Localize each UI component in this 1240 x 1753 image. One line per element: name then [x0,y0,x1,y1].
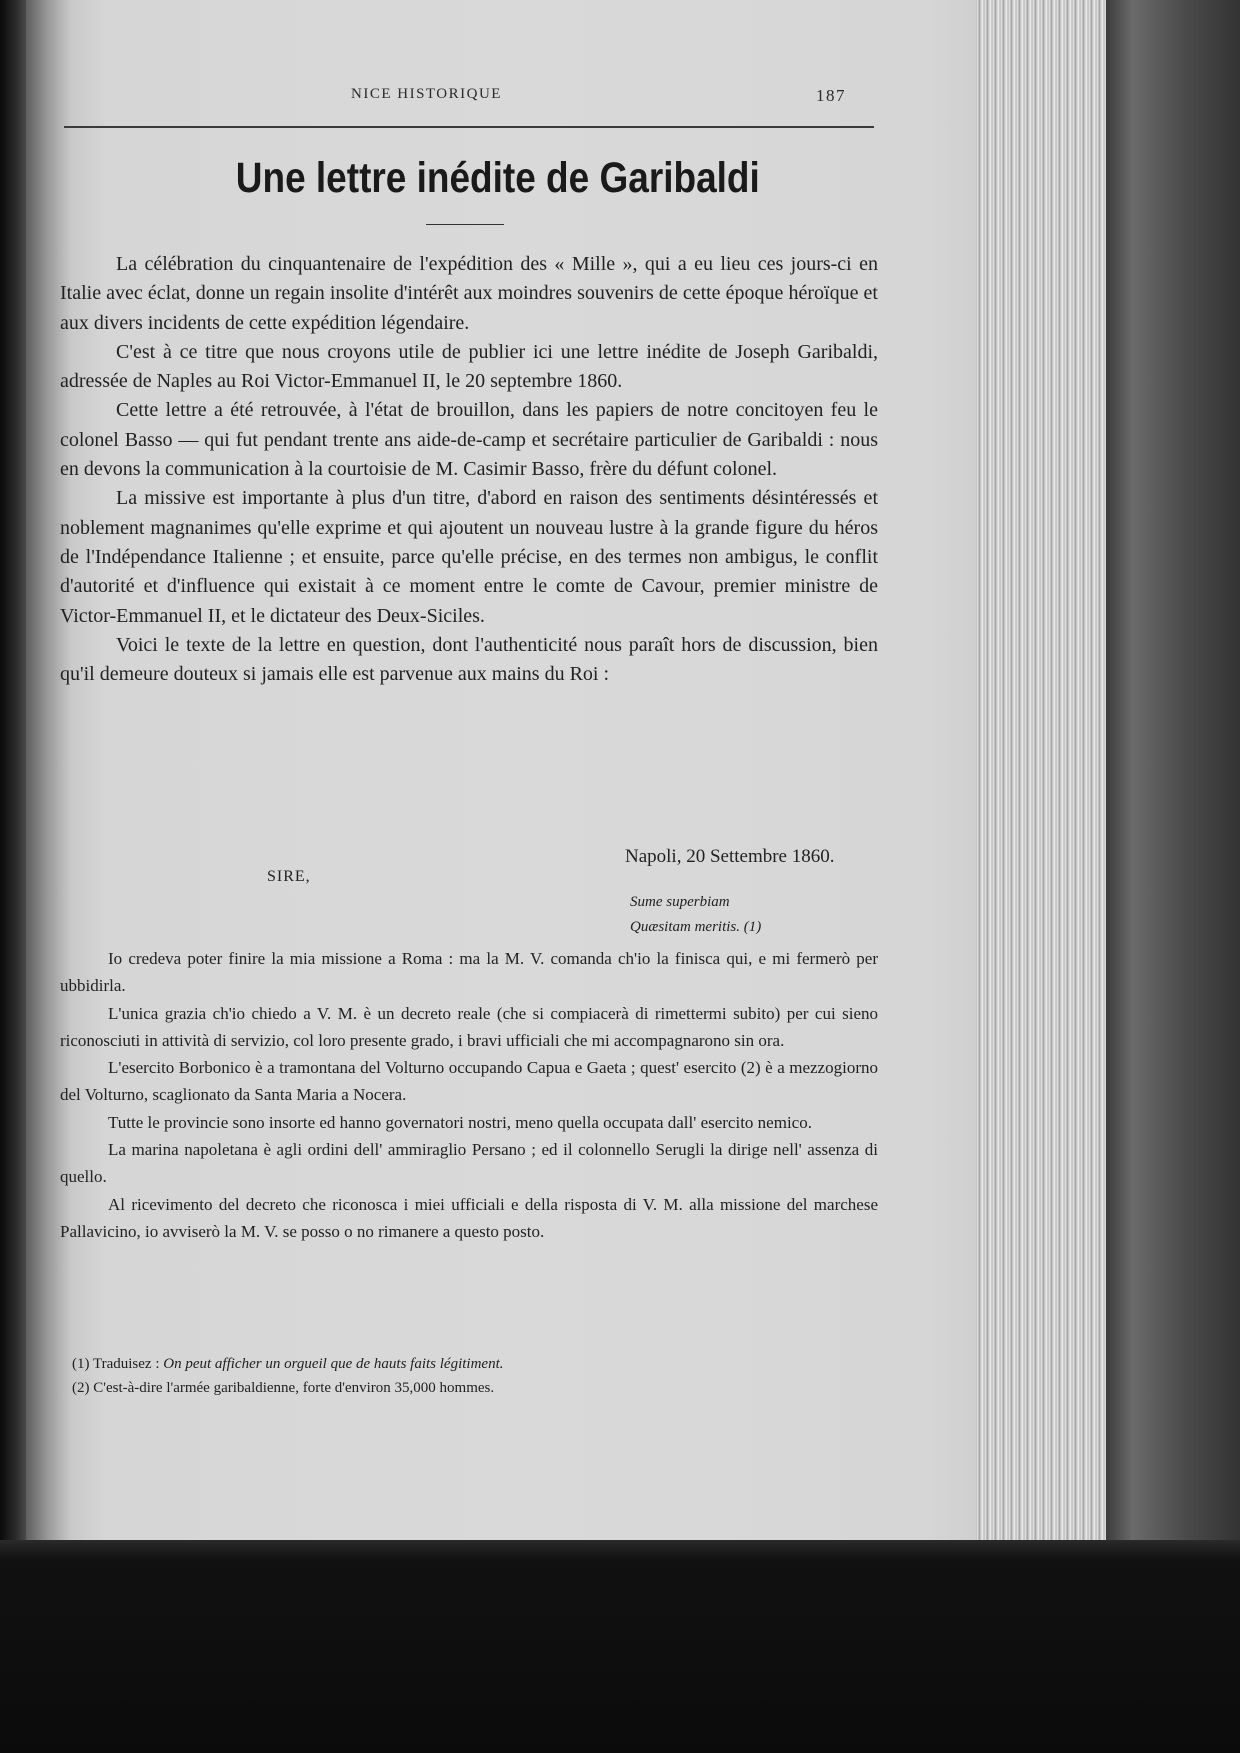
letter-paragraph: Io credeva poter finire la mia missione a Roma : ma la M. V. comanda ch'io la finisca qui, e mi fermerò per ubbidirla. [60,949,878,996]
book-cover-edge [1106,0,1240,1560]
letter-paragraph: L'unica grazia ch'io chiedo a V. M. è un decreto reale (che si compiacerà di rimettermi subito) per cui sieno riconosciuti in attività di servizio, col loro presente grado, i bravi ufficiali che mi accompagnarono sin ora. [60,1003,878,1050]
article-body [60,250,878,689]
epigraph-line: Quæsitam meritis. (1) [630,919,762,935]
footnotes [60,1352,878,1400]
title-rule [426,224,504,225]
footnote-text: On peut afficher un orgueil que de hauts faits légitiment. [163,1356,504,1372]
footnote-marker: (1) Traduisez : [72,1356,164,1372]
letter-salutation: SIRE, [267,868,311,885]
paragraph: Voici le texte de la lettre en question, dont l'authenticité nous paraît hors de discussion, bien qu'il demeure douteux si jamais elle est parvenue aux mains du Roi : [60,633,878,686]
letter-paragraph: Al ricevimento del decreto che riconosca i miei ufficiali e della risposta di V. M. alla missione del marchese Pallavicino, io avviserò la M. V. se posso o no rimanere a questo posto. [60,1194,878,1241]
paragraph: Cette lettre a été retrouvée, à l'état de brouillon, dans les papiers de notre concitoyen feu le colonel Basso — qui fut pendant trente ans aide-de-camp et secrétaire particulier de Garibaldi : nous en devons la communication à la courtoisie de M. Casimir Basso, frère du défunt colonel. [60,399,878,481]
page-number: 187 [816,86,846,105]
letter-body [60,945,878,1245]
header-rule [64,126,874,128]
running-title: NICE HISTORIQUE [351,86,502,102]
paragraph: La célébration du cinquantenaire de l'expédition des « Mille », qui a eu lieu ces jours-ci en Italie avec éclat, donne un regain insolite d'intérêt aux moindres souvenirs de cette époque héroïque et aux divers incidents de cette expédition légendaire. [60,253,878,334]
footnote: (2) C'est-à-dire l'armée garibaldienne, forte d'environ 35,000 hommes. [72,1380,495,1396]
letter-dateline: Napoli, 20 Settembre 1860. [625,846,835,867]
scan-background [0,1540,1240,1753]
letter-paragraph: Tutte le provincie sono insorte ed hanno governatori nostri, meno quella occupata dall' esercito nemico. [108,1112,812,1132]
running-head [26,86,976,110]
article-title: Une lettre inédite de Garibaldi [235,154,760,202]
letter-paragraph: L'esercito Borbonico è a tramontana del Volturno occupando Capua e Gaeta ; quest' esercito (2) è a mezzogiorno del Volturno, scaglionato da Santa Maria a Nocera. [60,1058,878,1105]
paragraph: C'est à ce titre que nous croyons utile de publier ici une lettre inédite de Joseph Garibaldi, adressée de Naples au Roi Victor-Emmanuel II, le 20 septembre 1860. [60,340,878,393]
epigraph-line: Sume superbiam [630,894,730,910]
page-block-edges [976,0,1106,1555]
book-binding-edge [0,0,26,1753]
paragraph: La missive est importante à plus d'un titre, d'abord en raison des sentiments désintéressés et noblement magnanimes qu'elle exprime et qui ajoutent un nouveau lustre à la grande figure du héros de l'Indépendance Italienne ; et ensuite, parce qu'elle précise, en des termes non ambigus, le conflit d'autorité et d'influence qui existait à ce moment entre le comte de Cavour, premier ministre de Victor-Emmanuel II, et le dictateur des Deux-Siciles. [60,487,878,627]
footnote [60,1352,878,1376]
letter-epigraph [630,890,761,940]
letter-paragraph: La marina napoletana è agli ordini dell' ammiraglio Persano ; ed il colonnello Serugli la dirige nell' assenza di quello. [60,1140,878,1187]
scanned-page [26,0,976,1555]
